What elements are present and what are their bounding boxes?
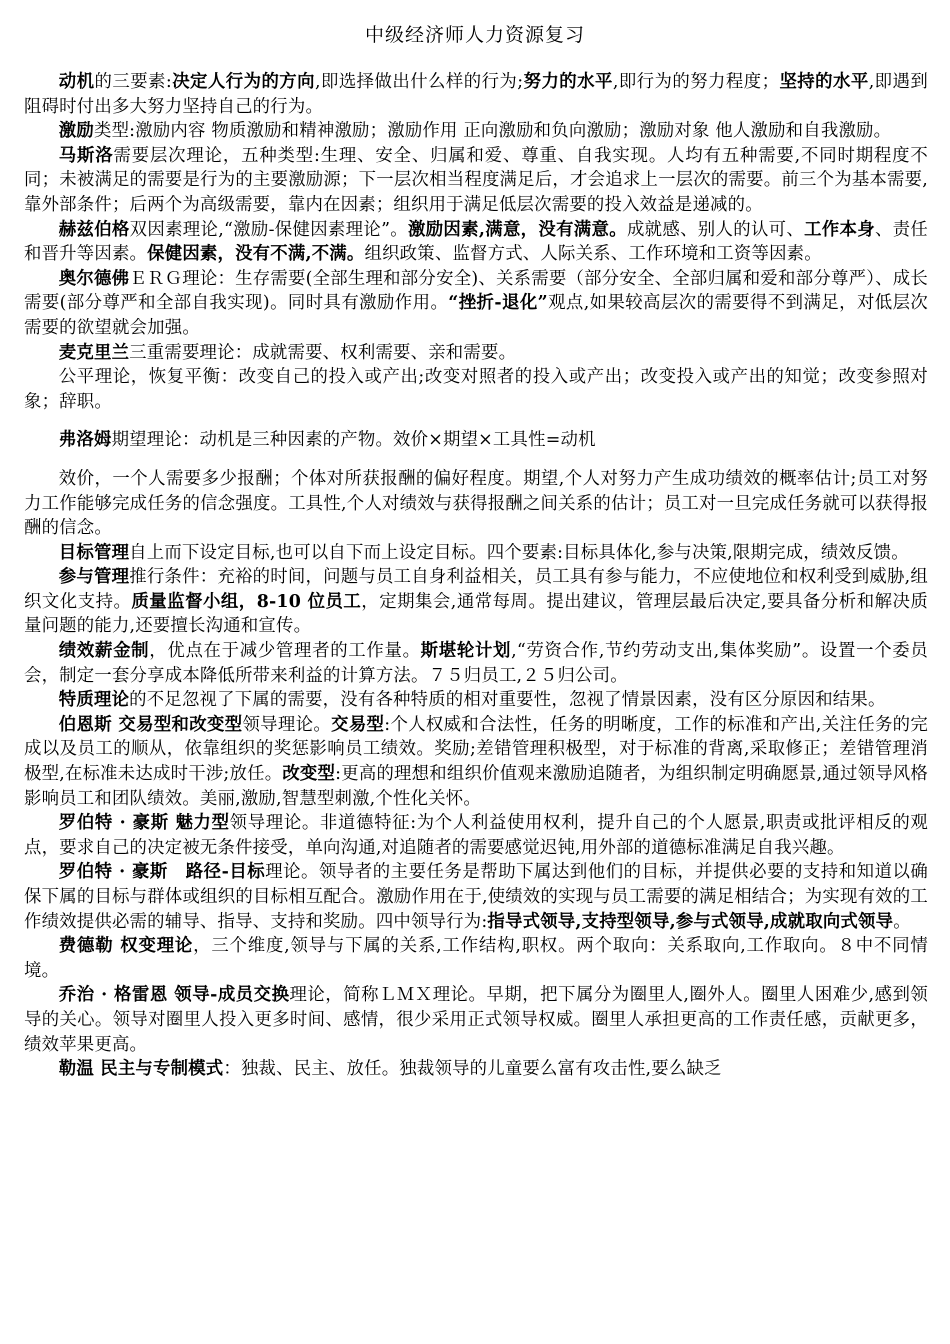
paragraph [24, 983, 928, 1057]
bold-term: 麦克里兰 [58, 342, 130, 363]
bold-term: 指导式领导,支持型领导,参与式领导,成就取向式领导 [487, 911, 894, 932]
bold-term: 罗伯特 · 豪斯 路径-目标 [58, 862, 266, 883]
bold-term: 决定人行为的方向 [171, 72, 315, 92]
text-run: :个人权威和合法性，任务的明晰度，工作的标准和产出,关注任务的完成以及员工的顺从，依靠组织的奖惩影响员工绩效。奖励;差错管理积极型，对于标准的背离,采取修正；差错管理消极型,在标准未达成时干涉;放任。 [24, 714, 928, 785]
paragraph [24, 341, 928, 366]
bold-term: 质量监督小组，8-10 位员工 [131, 591, 362, 612]
text-run: 理论。领导者的主要任务是帮助下属达到他们的目标，并提供必要的支持和知道以确保下属的目标与群体或组织的目标相互配合。激励作用在于,使绩效的实现与员工需要的满足相结合；为实现有效的工作绩效提供必需的辅导、指导、支持和奖励。四中领导行为: [24, 862, 928, 932]
bold-term: 工作本身 [804, 219, 875, 240]
paragraph [24, 860, 928, 934]
bold-term: 特质理论 [58, 690, 130, 711]
paragraph [24, 267, 928, 341]
paragraph [24, 365, 928, 414]
text-run: 双因素理论,“激励-保健因素理论”。 [129, 219, 408, 240]
text-run: 的不足忽视了下属的需要，没有各种特质的相对重要性，忽视了情景因素，没有区分原因和结果。 [129, 690, 886, 711]
text-run: 观点,如果较高层次的需要得不到满足，对低层次需要的欲望就会加强。 [24, 293, 929, 338]
text-run: 领导理论。 [242, 714, 332, 735]
bold-term: 交易型 [331, 714, 385, 735]
page-title: 中级经济师人力资源复习 [364, 24, 585, 46]
text-run: 期望理论：动机是三种因素的产物。效价×期望×工具性=动机 [111, 430, 596, 451]
text-run: 。 [893, 911, 911, 932]
bold-term: 努力的水平 [523, 72, 613, 92]
text-run: 理论，简称ＬＭＸ理论。早期，把下属分为圈里人,圈外人。圈里人困难少,感到领导的关心。领导对圈里人投入更多时间、感情，很少采用正式领导权威。圈里人承担更高的工作责任感，贡献更多，绩效苹果更高。 [24, 985, 928, 1055]
paragraph [24, 70, 928, 119]
bold-term: 参与管理 [58, 567, 130, 588]
text-run: 三重需要理论：成就需要、权利需要、亲和需要。 [129, 342, 517, 363]
bold-term: 动机 [58, 72, 95, 92]
text-run: 成就感、别人的认可、 [626, 219, 805, 240]
paragraph [24, 713, 928, 811]
text-run: 效价，一个人需要多少报酬；个体对所获报酬的偏好程度。期望,个人对努力产生成功绩效的概率估计;员工对努力工作能够完成任务的信念强度。工具性,个人对绩效与获得报酬之间关系的估计；员工对一旦完成任务就可以获得报酬的信念。 [24, 468, 928, 539]
paragraph [24, 467, 928, 541]
text-run: 类型:激励内容 物质激励和精神激励；激励作用 正向激励和负向激励；激励对象 他人激励和自我激励。 [93, 121, 892, 142]
text-run: 的三要素: [94, 72, 172, 92]
bold-term: 绩效薪金制 [58, 641, 150, 662]
text-run: ：独裁、民主、放任。独裁领导的儿童要么富有攻击性,要么缺乏 [223, 1059, 722, 1080]
paragraph [24, 811, 928, 860]
bold-term: 伯恩斯 交易型和改变型 [58, 714, 243, 735]
bold-term: 目标管理 [58, 542, 130, 563]
bold-term: 赫兹伯格 [58, 219, 130, 240]
text-run: ,“劳资合作,节约劳动支出,集体奖励”。设置一个委员会，制定一套分享成本降低所带来利益的计算方法。７５归员工,２５归公司。 [24, 641, 928, 686]
bold-term: 斯堪轮计划 [420, 641, 512, 662]
text-run: 推行条件：充裕的时间，问题与员工自身利益相关，员工具有参与能力，不应使地位和权利受到威胁,组织文化支持。 [24, 567, 928, 612]
bold-term: 罗伯特 · 豪斯 魅力型 [58, 813, 230, 834]
text-run: ,即选择做出什么样的行为; [314, 72, 524, 92]
bold-term: 保健因素，没有不满,不满。 [147, 244, 365, 265]
text-run: 组织政策、监督方式、人际关系、工作环境和工资等因素。 [364, 244, 822, 265]
paragraph [24, 639, 928, 688]
paragraph [24, 934, 928, 983]
bold-term: 激励因素,满意，没有满意。 [408, 219, 627, 240]
document-body [24, 70, 928, 1082]
bold-term: 乔治 · 格雷恩 领导-成员交换 [58, 985, 290, 1006]
text-run: ，三个维度,领导与下属的关系,工作结构,职权。两个取向：关系取向,工作取向。８中不同情境。 [24, 936, 928, 981]
text-run: ,即遇到阻碍时付出多大努力坚持自己的行为。 [24, 72, 928, 117]
text-run: 需要层次理论，五种类型:生理、安全、归属和爱、尊重、自我实现。人均有五种需要,不同时期程度不同；未被满足的需要是行为的主要激励源；下一层次相当程度满足后，才会追求上一层次的需要。前三个为基本需要,靠外部条件；后两个为高级需要，靠内在因素；组织用于满足低层次需要的投入效益是递减的。 [24, 145, 928, 215]
text-run: 、责任和晋升等因素。 [24, 219, 928, 265]
bold-term: 弗洛姆 [58, 430, 112, 451]
text-run: ，定期集会,通常每周。提出建议，管理层最后决定,要具备分析和解决质量问题的能力,还要擅长沟通和宣传。 [24, 591, 928, 637]
text-run: ，优点在于减少管理者的工作量。 [149, 641, 421, 662]
bold-term: “挫折-退化” [448, 293, 548, 314]
paragraph [24, 541, 928, 566]
bold-term: 费德勒 权变理论 [58, 936, 194, 957]
paragraph [24, 1057, 928, 1082]
paragraph [24, 144, 928, 218]
paragraph [24, 688, 928, 713]
text-run: ＥＲＧ理论：生存需要(全部生理和部分安全)、关系需要（部分安全、全部归属和爱和部分尊严）、成长需要(部分尊严和全部自我实现)。同时具有激励作用。 [24, 268, 928, 314]
bold-term: 激励 [58, 121, 94, 142]
bold-term: 勒温 民主与专制模式 [58, 1059, 224, 1080]
paragraph [24, 565, 928, 639]
text-run: ,即行为的努力程度； [612, 72, 780, 92]
paragraph [24, 428, 928, 453]
text-run: 自上而下设定目标,也可以自下而上设定目标。四个要素:目标具体化,参与决策,限期完成，绩效反馈。 [129, 542, 909, 563]
bold-term: 奥尔德佛 [58, 268, 130, 289]
bold-term: 坚持的水平 [779, 72, 869, 92]
text-run: 公平理论，恢复平衡：改变自己的投入或产出;改变对照者的投入或产出；改变投入或产出的知觉；改变参照对象；辞职。 [24, 367, 928, 412]
text-run: 领导理论。非道德特征:为个人利益使用权利，提升自己的个人愿景,职责或批评相反的观点，要求自己的决定被无条件接受，单向沟通,对追随者的需要感觉迟钝,用外部的道德标准满足自我兴趣。 [24, 813, 928, 858]
bold-term: 改变型 [282, 764, 336, 785]
paragraph [24, 218, 928, 267]
text-run: :更高的理想和组织价值观来激励追随者，为组织制定明确愿景,通过领导风格影响员工和团队绩效。美丽,激励,智慧型刺激,个性化关怀。 [24, 764, 928, 809]
paragraph [24, 119, 928, 144]
bold-term: 马斯洛 [58, 145, 114, 166]
